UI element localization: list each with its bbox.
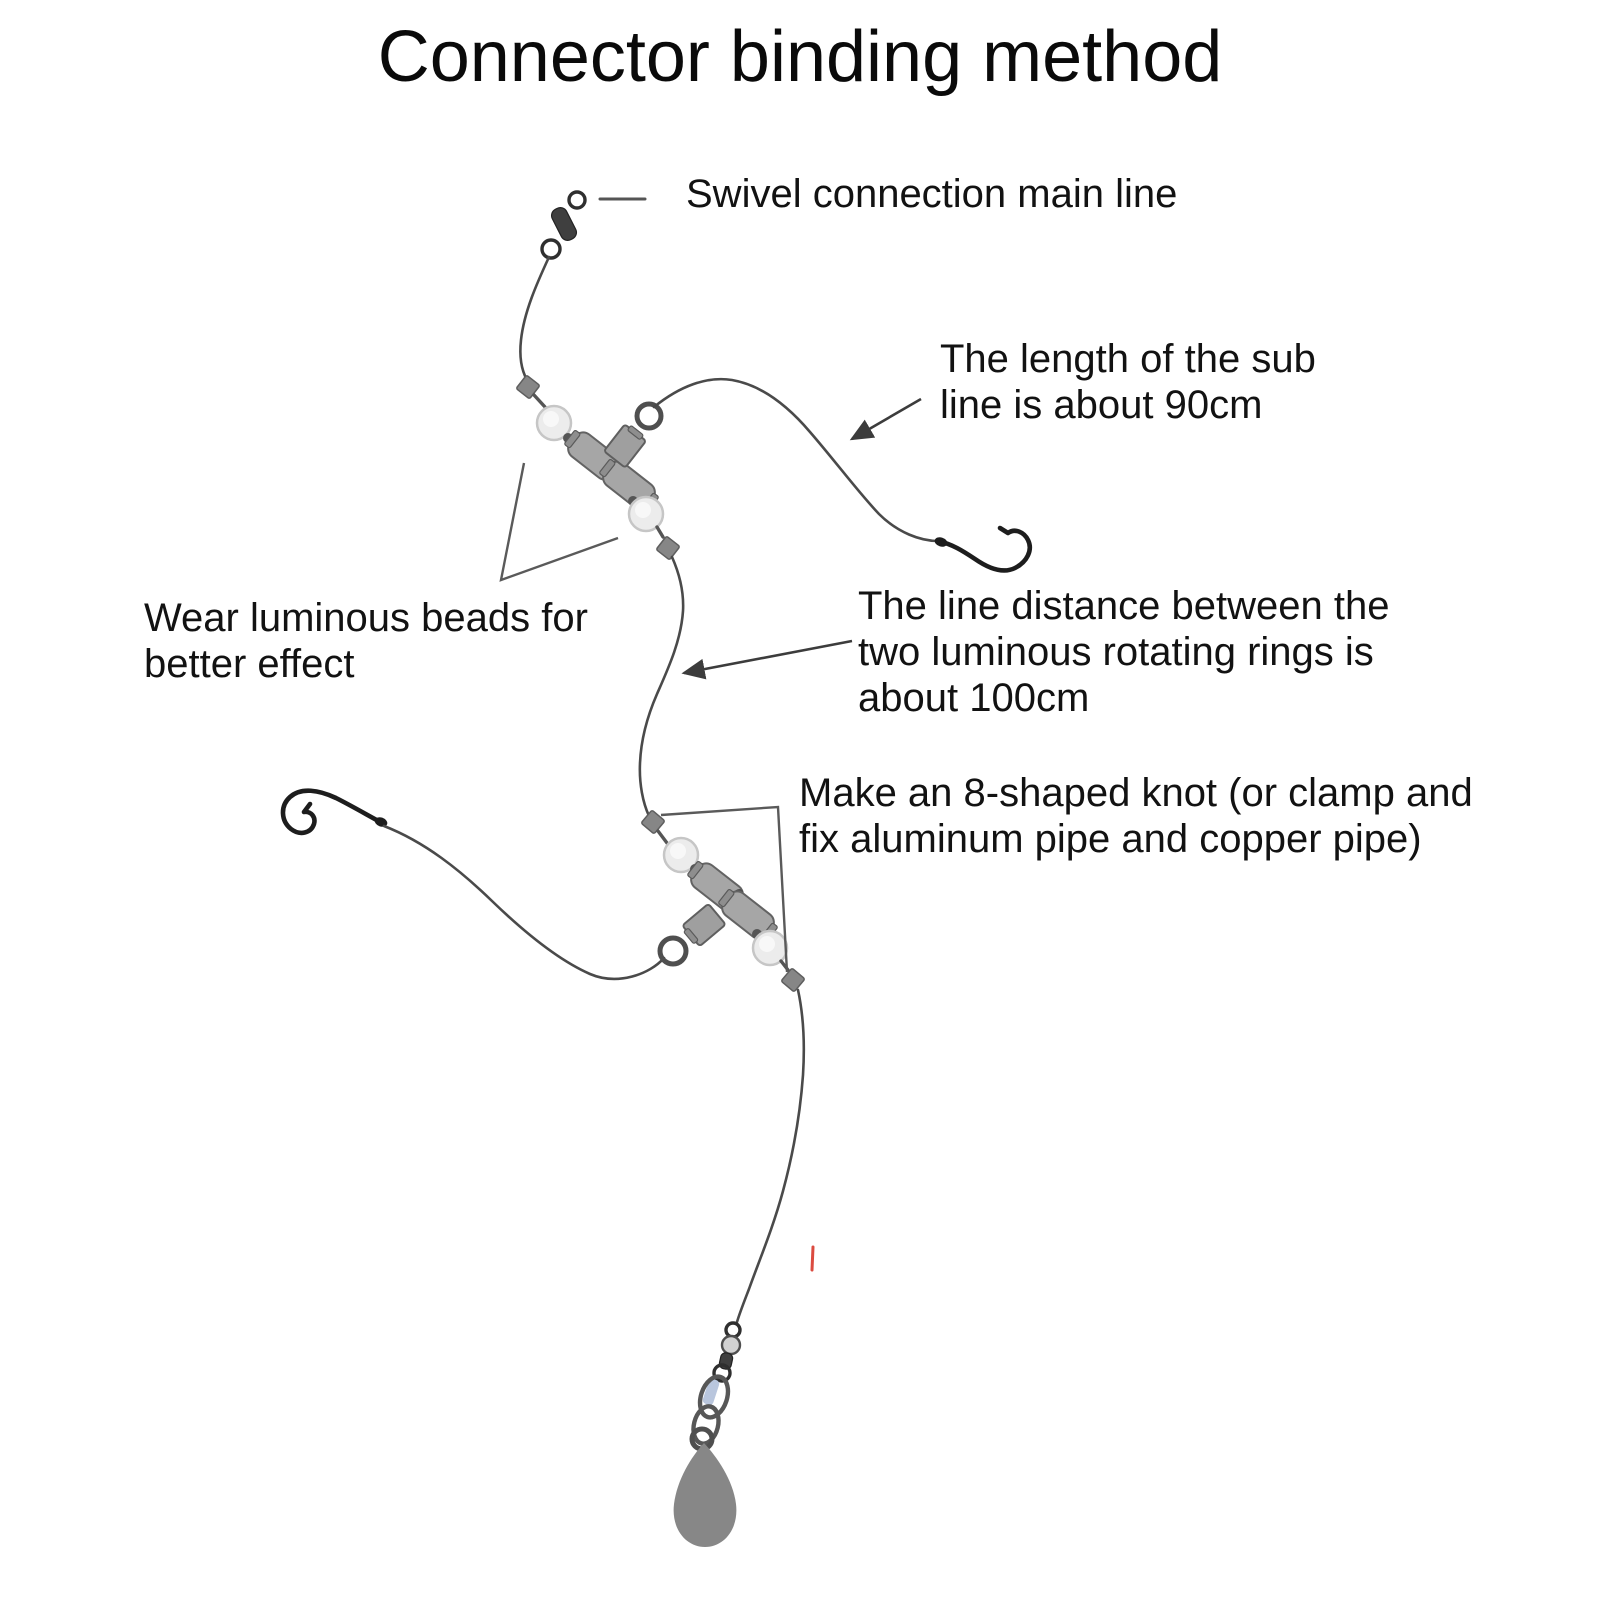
label-sub-line-length: The length of the sub line is about 90cm bbox=[940, 337, 1316, 427]
connector-1 bbox=[516, 375, 680, 560]
teardrop-sinker-icon bbox=[674, 1443, 737, 1547]
sub-line-right bbox=[654, 379, 938, 541]
sub-line-arrow bbox=[852, 399, 921, 439]
top-swivel-icon bbox=[542, 192, 585, 258]
crossline-connector-icon bbox=[680, 904, 726, 948]
main-line-lower bbox=[737, 990, 804, 1322]
ring-distance-arrow bbox=[684, 641, 852, 673]
label-eight-knot: Make an 8-shaped knot (or clamp and fix aluminum pipe and copper pipe) bbox=[799, 771, 1473, 861]
label-luminous-beads: Wear luminous beads for better effect bbox=[144, 596, 588, 686]
red-mark bbox=[812, 1247, 813, 1270]
rotating-ring-icon bbox=[637, 404, 661, 428]
hook-left-icon bbox=[283, 791, 389, 833]
main-line-middle bbox=[640, 557, 683, 816]
hook-right-icon bbox=[933, 528, 1029, 570]
label-ring-distance: The line distance between the two luminous rotating rings is about 100cm bbox=[858, 584, 1390, 720]
rotating-ring-icon bbox=[660, 938, 686, 964]
label-swivel-connection: Swivel connection main line bbox=[686, 172, 1178, 216]
main-line-upper bbox=[520, 257, 549, 380]
page-title: Connector binding method bbox=[377, 17, 1223, 97]
beads-pointer bbox=[501, 463, 618, 580]
sub-line-left bbox=[384, 826, 664, 979]
sinker-snap-swivel-icon bbox=[690, 1323, 740, 1449]
